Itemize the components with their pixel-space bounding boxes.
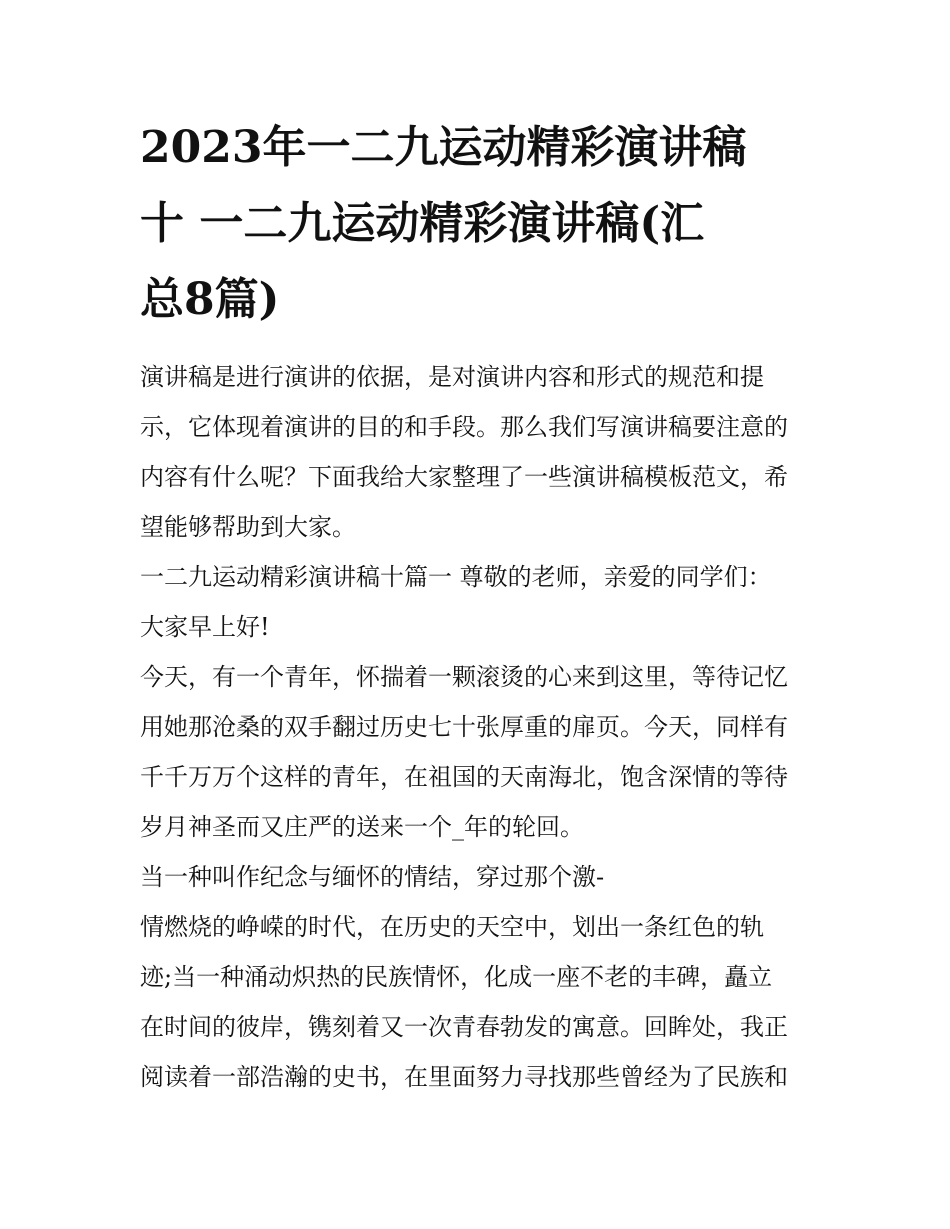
- title-line: 总8篇): [140, 274, 280, 325]
- body-text-line: 当一种叫作纪念与缅怀的情结，穿过那个激-: [140, 863, 605, 891]
- title-line: 2023年一二九运动精彩演讲稿: [140, 122, 747, 173]
- body-text-line: 岁月神圣而又庄严的送来一个_年的轮回。: [140, 813, 584, 841]
- body-text-line: 一二九运动精彩演讲稿十篇一 尊敬的老师，亲爱的同学们：: [140, 563, 772, 591]
- body-text-line: 用她那沧桑的双手翻过历史七十张厚重的扉页。今天，同样有: [140, 713, 788, 741]
- body-text-line: 千千万万个这样的青年，在祖国的天南海北，饱含深情的等待: [140, 763, 788, 791]
- body-text-line: 情燃烧的峥嵘的时代，在历史的天空中，划出一条红色的轨: [140, 913, 764, 941]
- document-body: [140, 352, 812, 1102]
- body-text-line: 今天，有一个青年，怀揣着一颗滚烫的心来到这里，等待记忆: [140, 663, 788, 691]
- body-text-line: 内容有什么呢？下面我给大家整理了一些演讲稿模板范文，希: [140, 463, 788, 491]
- document-page: [140, 110, 812, 1102]
- body-text-line: 大家早上好!: [140, 613, 270, 641]
- body-text-line: 迹;当一种涌动炽热的民族情怀，化成一座不老的丰碑，矗立: [140, 963, 773, 991]
- title-line: 十 一二九运动精彩演讲稿(汇: [140, 198, 705, 249]
- body-text-line: 示，它体现着演讲的目的和手段。那么我们写演讲稿要注意的: [140, 413, 788, 441]
- body-text-line: 演讲稿是进行演讲的依据，是对演讲内容和形式的规范和提: [140, 363, 764, 391]
- body-text-line: 望能够帮助到大家。: [140, 513, 356, 541]
- body-text-line: 在时间的彼岸，镌刻着又一次青春勃发的寓意。回眸处，我正: [140, 1013, 788, 1041]
- body-text-line: 阅读着一部浩瀚的史书，在里面努力寻找那些曾经为了民族和: [140, 1063, 788, 1091]
- document-title: [140, 110, 812, 338]
